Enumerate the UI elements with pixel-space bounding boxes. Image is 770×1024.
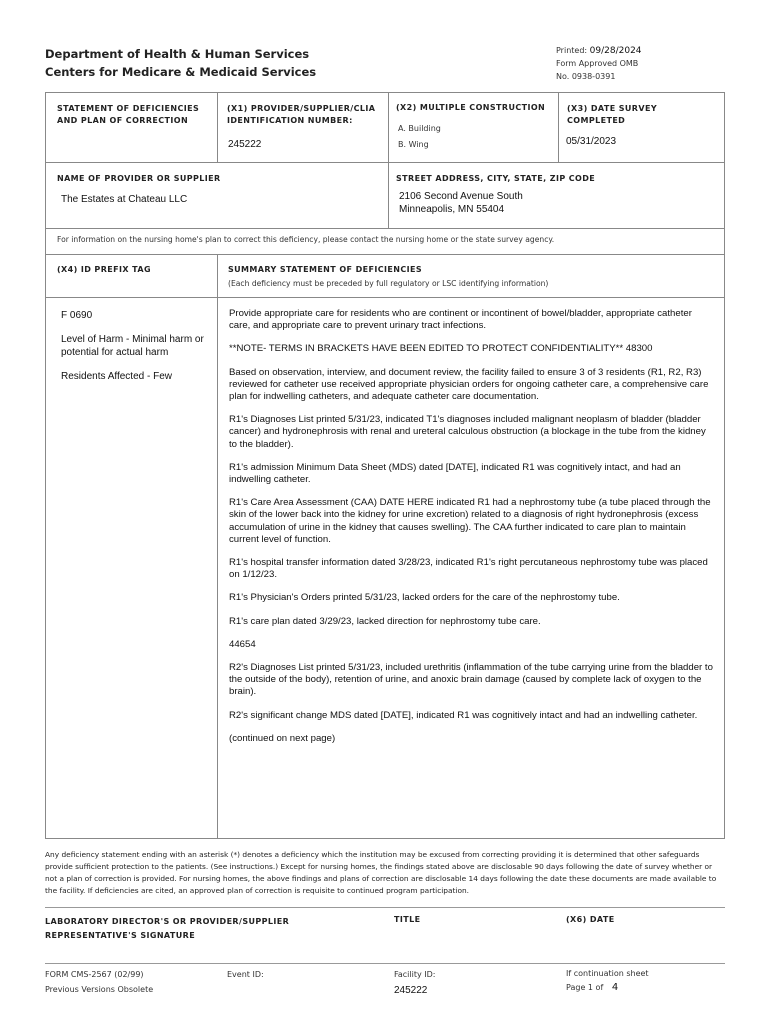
continuation-label: If continuation sheet — [566, 969, 649, 978]
summary-label: SUMMARY STATEMENT OF DEFICIENCIES — [228, 265, 423, 274]
summary-sub: (Each deficiency must be preceded by full regulatory or LSC identifying information) — [228, 279, 549, 288]
x3-label: (X3) DATE SURVEY COMPLETED — [567, 104, 658, 125]
provider-value: The Estates at Chateau LLC — [61, 194, 188, 205]
x1-value: 245222 — [228, 139, 262, 150]
address-line1: 2106 Second Avenue South — [399, 191, 523, 202]
department-title: Department of Health & Human Services — [45, 47, 310, 61]
paragraph: Provide appropriate care for residents who are continent or incontinent of bowel/bladder, appropriate catheter care, and appropriate care to prevent urinary tract infections. — [229, 308, 692, 332]
form-number: FORM CMS-2567 (02/99) — [45, 970, 144, 979]
title-label: TITLE — [394, 915, 421, 924]
director-signature-label: LABORATORY DIRECTOR'S OR PROVIDER/SUPPLIER REPRESENTATIVE'S SIGNATURE — [45, 917, 290, 940]
omb-number: No. 0938-0391 — [556, 72, 616, 81]
facility-id-value: 245222 — [394, 985, 428, 996]
provider-label: NAME OF PROVIDER OR SUPPLIER — [57, 174, 221, 183]
paragraph: R1's care plan dated 3/29/23, lacked direction for nephrostomy tube care. — [229, 615, 541, 627]
paragraph: 44654 — [229, 638, 256, 650]
x2-building: A. Building — [398, 124, 441, 133]
paragraph: R1's hospital transfer information dated 3/28/23, indicated R1's right percutaneous nephrostomy tube was placed on 1/12/23. — [229, 557, 708, 581]
paragraph: (continued on next page) — [229, 732, 336, 744]
deficiency-body — [229, 308, 714, 756]
address-line2: Minneapolis, MN 55404 — [399, 204, 505, 215]
x2-label: (X2) MULTIPLE CONSTRUCTION — [396, 103, 546, 112]
printed-line — [556, 46, 642, 56]
paragraph: **NOTE- TERMS IN BRACKETS HAVE BEEN EDITED TO PROTECT CONFIDENTIALITY** 48300 — [229, 343, 653, 355]
paragraph: Based on observation, interview, and document review, the facility failed to ensure 3 of 3 residents (R1, R2, R3) reviewed for catheter use received appropriate physician orders for ongoing catheter care, a comprehensive care plan for indwelling catheters, and adequate catheter care documentation. — [229, 366, 709, 403]
statement-label: STATEMENT OF DEFICIENCIES AND PLAN OF CORRECTION — [57, 104, 200, 125]
facility-id-label: Facility ID: — [394, 970, 436, 979]
residents-affected: Residents Affected - Few — [61, 371, 172, 382]
page-total: 4 — [611, 982, 619, 993]
x6-date-label: (X6) DATE — [566, 915, 615, 924]
level-of-harm: Level of Harm - Minimal harm or potential for actual harm — [61, 334, 204, 358]
page-label: Page 1 of — [566, 983, 604, 992]
x4-label: (X4) ID PREFIX TAG — [57, 265, 151, 274]
omb-label: Form Approved OMB — [556, 59, 639, 68]
address-label: STREET ADDRESS, CITY, STATE, ZIP CODE — [396, 174, 596, 183]
info-note: For information on the nursing home's plan to correct this deficiency, please contact the nursing home or the state survey agency. — [57, 235, 555, 244]
centers-title: Centers for Medicare & Medicaid Services — [45, 65, 317, 79]
x1-label: (X1) PROVIDER/SUPPLIER/CLIA IDENTIFICATION NUMBER: — [227, 104, 376, 125]
deficiency-tag: F 0690 — [61, 310, 93, 321]
paragraph: R1's admission Minimum Data Sheet (MDS) dated [DATE], indicated R1 was cognitively intact, and had an indwelling catheter. — [229, 461, 681, 486]
printed-date: 09/28/2024 — [589, 46, 642, 56]
disclaimer: Any deficiency statement ending with an asterisk (*) denotes a deficiency which the institution may be excused from correcting providing it is determined that other safeguards provide sufficient protection to the patients. (See instructions.) Except for nursing homes, the findings stated above are disclosable 90 days following the date of survey whether or not a plan of correction is provided. For nursing homes, the above findings and plans of correction are disclosable 14 days following the date these documents are made available to the facility. If deficiencies are cited, an approved plan of correction is requisite to continued program participation. — [45, 850, 717, 895]
paragraph: R1's Care Area Assessment (CAA) DATE HERE indicated R1 had a nephrostomy tube (a tube placed through the skin of the lower back into the kidney for urine excretion) related to a diagnosis of right hydronephrosis (excess accumulation of urine in the kidney that causes swelling). The CAA further indicated to care plan to maintain current level of function. — [229, 497, 711, 545]
x3-value: 05/31/2023 — [566, 136, 617, 147]
previous-versions: Previous Versions Obsolete — [45, 985, 154, 994]
x2-wing: B. Wing — [398, 140, 429, 149]
paragraph: R2's significant change MDS dated [DATE], indicated R1 was cognitively intact and had an indwelling catheter. — [229, 709, 698, 721]
paragraph: R1's Physician's Orders printed 5/31/23, lacked orders for the care of the nephrostomy tube. — [229, 592, 620, 604]
page-indicator — [566, 982, 618, 993]
paragraph: R2's Diagnoses List printed 5/31/23, included urethritis (inflammation of the tube carrying urine from the bladder to the outside of the body), retention of urine, and anoxic brain damage (caused by complete lack of oxygen to the brain). — [229, 662, 713, 698]
printed-label: Printed: — [556, 46, 588, 55]
event-id-label: Event ID: — [227, 970, 264, 979]
paragraph: R1's Diagnoses List printed 5/31/23, indicated T1's diagnoses included malignant neoplasm of bladder (bladder cancer) and hydronephrosis with renal and ureteral calculous obstruction (a blockage in the tube from the kidney to the bladder). — [229, 414, 706, 450]
